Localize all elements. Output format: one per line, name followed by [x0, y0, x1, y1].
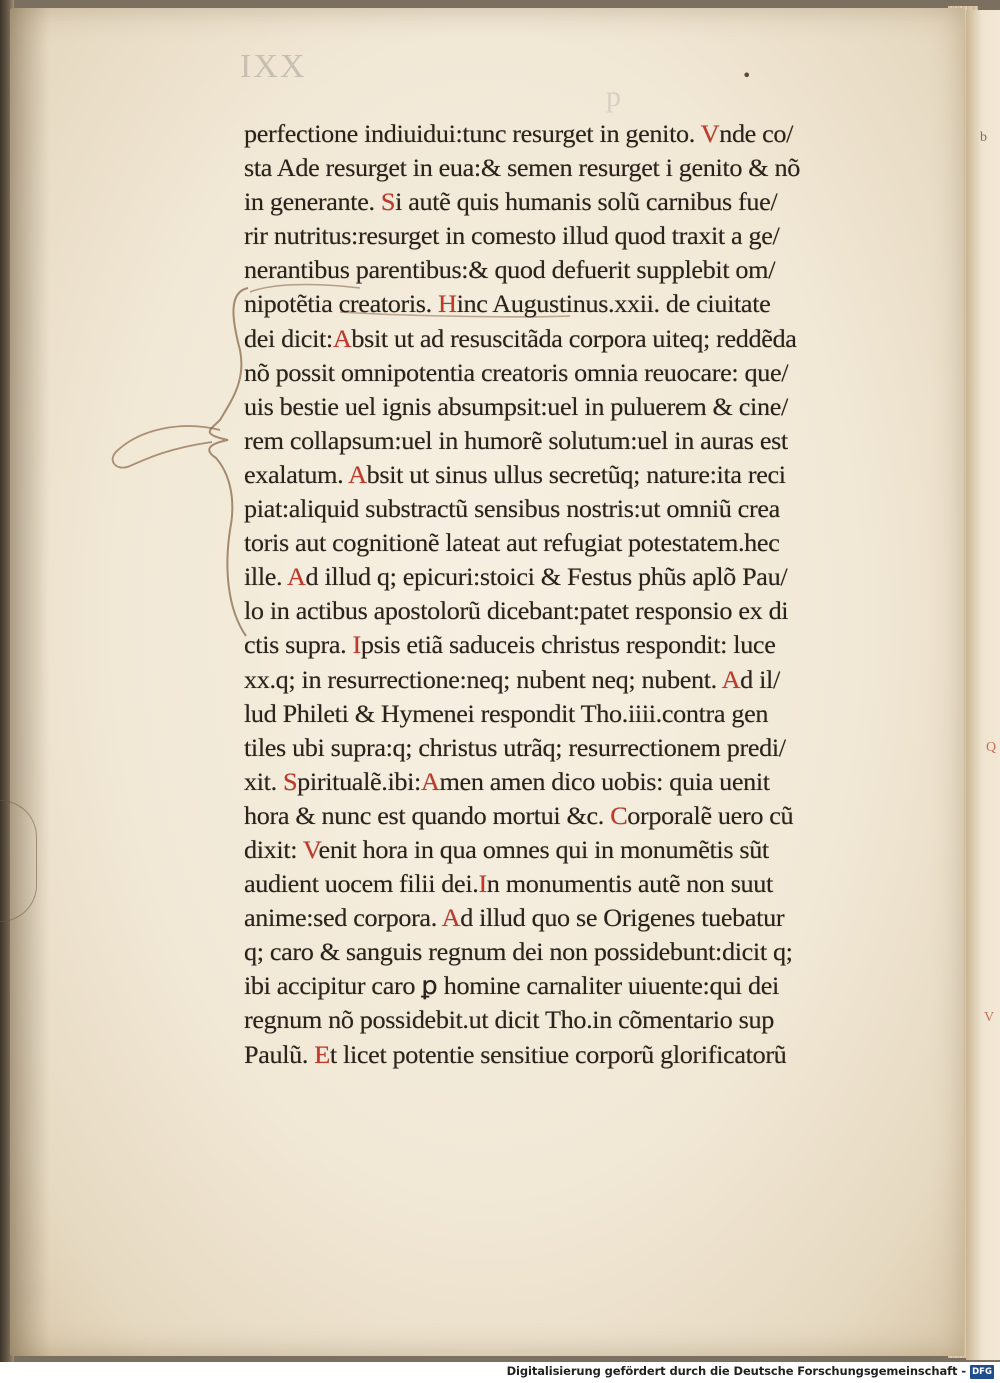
gutter-shadow	[10, 8, 50, 1356]
text-column	[244, 118, 874, 1073]
binding-tab-outline	[0, 800, 37, 922]
text-line: piat:aliquid substractũ sensibus nostris:ut omniũ crea	[244, 496, 780, 524]
text-line: ibi accipitur caro ꝑ homine carnaliter uiuente:qui dei	[244, 973, 779, 1001]
rubricated-initial: A	[441, 905, 461, 933]
facing-page-fragment: b	[980, 130, 987, 145]
text-line: ille. Ad illud q; epicuri:stoici & Festus phũs aplõ Pau/	[244, 564, 788, 592]
footer-bar	[0, 1362, 1000, 1383]
rubricated-initial: V	[700, 121, 720, 148]
text-line: lud Phileti & Hymenei respondit Tho.iiii.contra gen	[244, 700, 769, 728]
rubricated-initial: A	[721, 666, 741, 694]
rubricated-initial: A	[332, 325, 352, 353]
facing-page-edge	[966, 10, 1000, 1360]
text-line: anime:sed corpora. Ad illud quo se Origenes tuebatur	[244, 905, 785, 933]
text-line: dixit: Venit hora in qua omnes qui in monumẽtis sũt	[244, 836, 769, 864]
text-line: rir nutritus:resurget in comesto illud quod traxit a ge/	[244, 223, 780, 251]
text-line: perfectione indiuidui:tunc resurget in genito. Vnde co/	[244, 121, 794, 148]
rubricated-initial: S	[282, 768, 298, 796]
catchword-mark: p	[606, 80, 621, 113]
text-line: nerantibus parentibus:& quod defuerit supplebit om/	[244, 257, 776, 285]
ink-dot: •	[742, 66, 752, 85]
dfg-logo[interactable]: DFG	[970, 1365, 994, 1379]
rubricated-initial: I	[478, 871, 487, 899]
text-line: uis bestie uel ignis absumpsit:uel in puluerem & cine/	[244, 393, 788, 421]
rubricated-initial: A	[286, 564, 306, 592]
text-line: ctis supra. Ipsis etiã saduceis christus respondit: luce	[244, 632, 776, 660]
text-line: tiles ubi supra:q; christus utrãq; resurrectionem predi/	[244, 734, 786, 762]
rubricated-initial: A	[420, 768, 440, 796]
text-line: Paulũ. Et licet potentie sensitiue corporũ glorificatorũ	[244, 1041, 787, 1069]
text-line: dei dicit:Absit ut ad resuscitãda corpora uiteq; reddẽda	[244, 325, 797, 353]
rubricated-initial: A	[348, 461, 367, 489]
text-line: exalatum. Absit ut sinus ullus secretũq; nature:ita reci	[244, 461, 786, 489]
text-line: nõ possit omnipotentia creatoris omnia reuocare: que/	[244, 359, 789, 387]
text-line: xx.q; in resurrectione:neq; nubent neq; nubent. Ad il/	[244, 666, 780, 694]
funding-credit: Digitalisierung gefördert durch die Deutsche Forschungsgemeinschaft -	[506, 1364, 966, 1378]
text-line: sta Ade resurget in eua:& semen resurget i genito & nõ	[244, 155, 800, 183]
text-line: nipotẽtia creatoris. Hinc Augustinus.xxii. de ciuitate	[244, 291, 771, 319]
folio-number: IXX	[240, 48, 307, 85]
rubricated-initial: S	[380, 189, 396, 217]
text-line: rem collapsum:uel in humorẽ solutum:uel in auras est	[244, 427, 788, 455]
facing-page-fragment: V	[984, 1010, 995, 1025]
rubricated-initial: E	[314, 1041, 330, 1069]
rubricated-initial: I	[352, 632, 361, 660]
facing-page-fragment: Q	[986, 740, 997, 755]
text-line: in generante. Si autẽ quis humanis solũ carnibus fue/	[244, 189, 778, 217]
text-line: toris aut cognitionẽ lateat aut refugiat potestatem.hec	[244, 530, 780, 558]
text-line: lo in actibus apostolorũ dicebant:patet responsio ex di	[244, 598, 789, 626]
text-line: regnum nõ possidebit.ut dicit Tho.in cõmentario sup	[244, 1007, 774, 1035]
text-line: audient uocem filii dei.In monumentis autẽ non suut	[244, 871, 773, 899]
text-line: xit. Spiritualẽ.ibi:Amen amen dico uobis: quia uenit	[244, 768, 770, 796]
rubricated-initial: V	[302, 836, 319, 864]
text-line: q; caro & sanguis regnum dei non possidebunt:dicit q;	[244, 939, 793, 967]
rubricated-initial: C	[610, 802, 628, 830]
rubricated-initial: H	[438, 291, 457, 319]
text-line: hora & nunc est quando mortui &c. Corporalẽ uero cũ	[244, 802, 794, 830]
